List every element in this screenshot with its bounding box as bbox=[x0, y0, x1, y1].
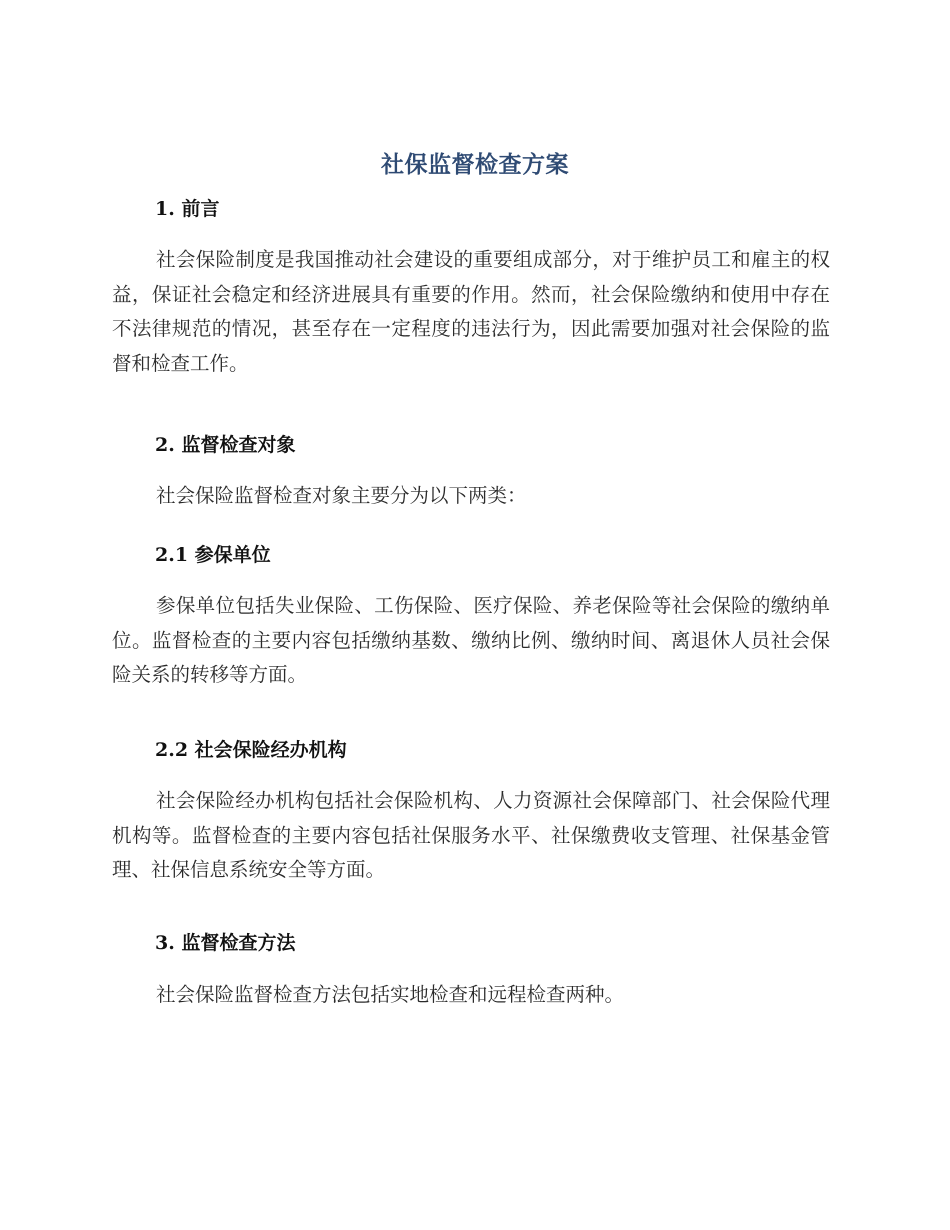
section-heading-insured-units: 2.1 参保单位 bbox=[155, 544, 271, 566]
section-paragraph-insured-units: 参保单位包括失业保险、工伤保险、医疗保险、养老保险等社会保险的缴纳单位。监督检查的主要内容包括缴纳基数、缴纳比例、缴纳时间、离退休人员社会保险关系的转移等方面。 bbox=[112, 594, 830, 686]
section-heading-inspection-targets: 2. 监督检查对象 bbox=[155, 434, 296, 456]
section-heading-preface: 1. 前言 bbox=[155, 198, 220, 220]
section-paragraph-handling-agencies: 社会保险经办机构包括社会保险机构、人力资源社会保障部门、社会保险代理机构等。监督检查的主要内容包括社保服务水平、社保缴费收支管理、社保基金管理、社保信息系统安全等方面。 bbox=[112, 789, 830, 881]
section-heading-inspection-methods: 3. 监督检查方法 bbox=[155, 932, 296, 954]
section-paragraph-inspection-targets: 社会保险监督检查对象主要分为以下两类： bbox=[156, 484, 527, 507]
section-heading-handling-agencies: 2.2 社会保险经办机构 bbox=[155, 739, 347, 761]
section-paragraph-preface: 社会保险制度是我国推动社会建设的重要组成部分，对于维护员工和雇主的权益，保证社会稳定和经济进展具有重要的作用。然而，社会保险缴纳和使用中存在不法律规范的情况，甚至存在一定程度的违法行为，因此需要加强对社会保险的监督和检查工作。 bbox=[112, 248, 830, 375]
document-title: 社保监督检查方案 bbox=[381, 152, 569, 178]
section-paragraph-inspection-methods: 社会保险监督检查方法包括实地检查和远程检查两种。 bbox=[156, 983, 625, 1006]
